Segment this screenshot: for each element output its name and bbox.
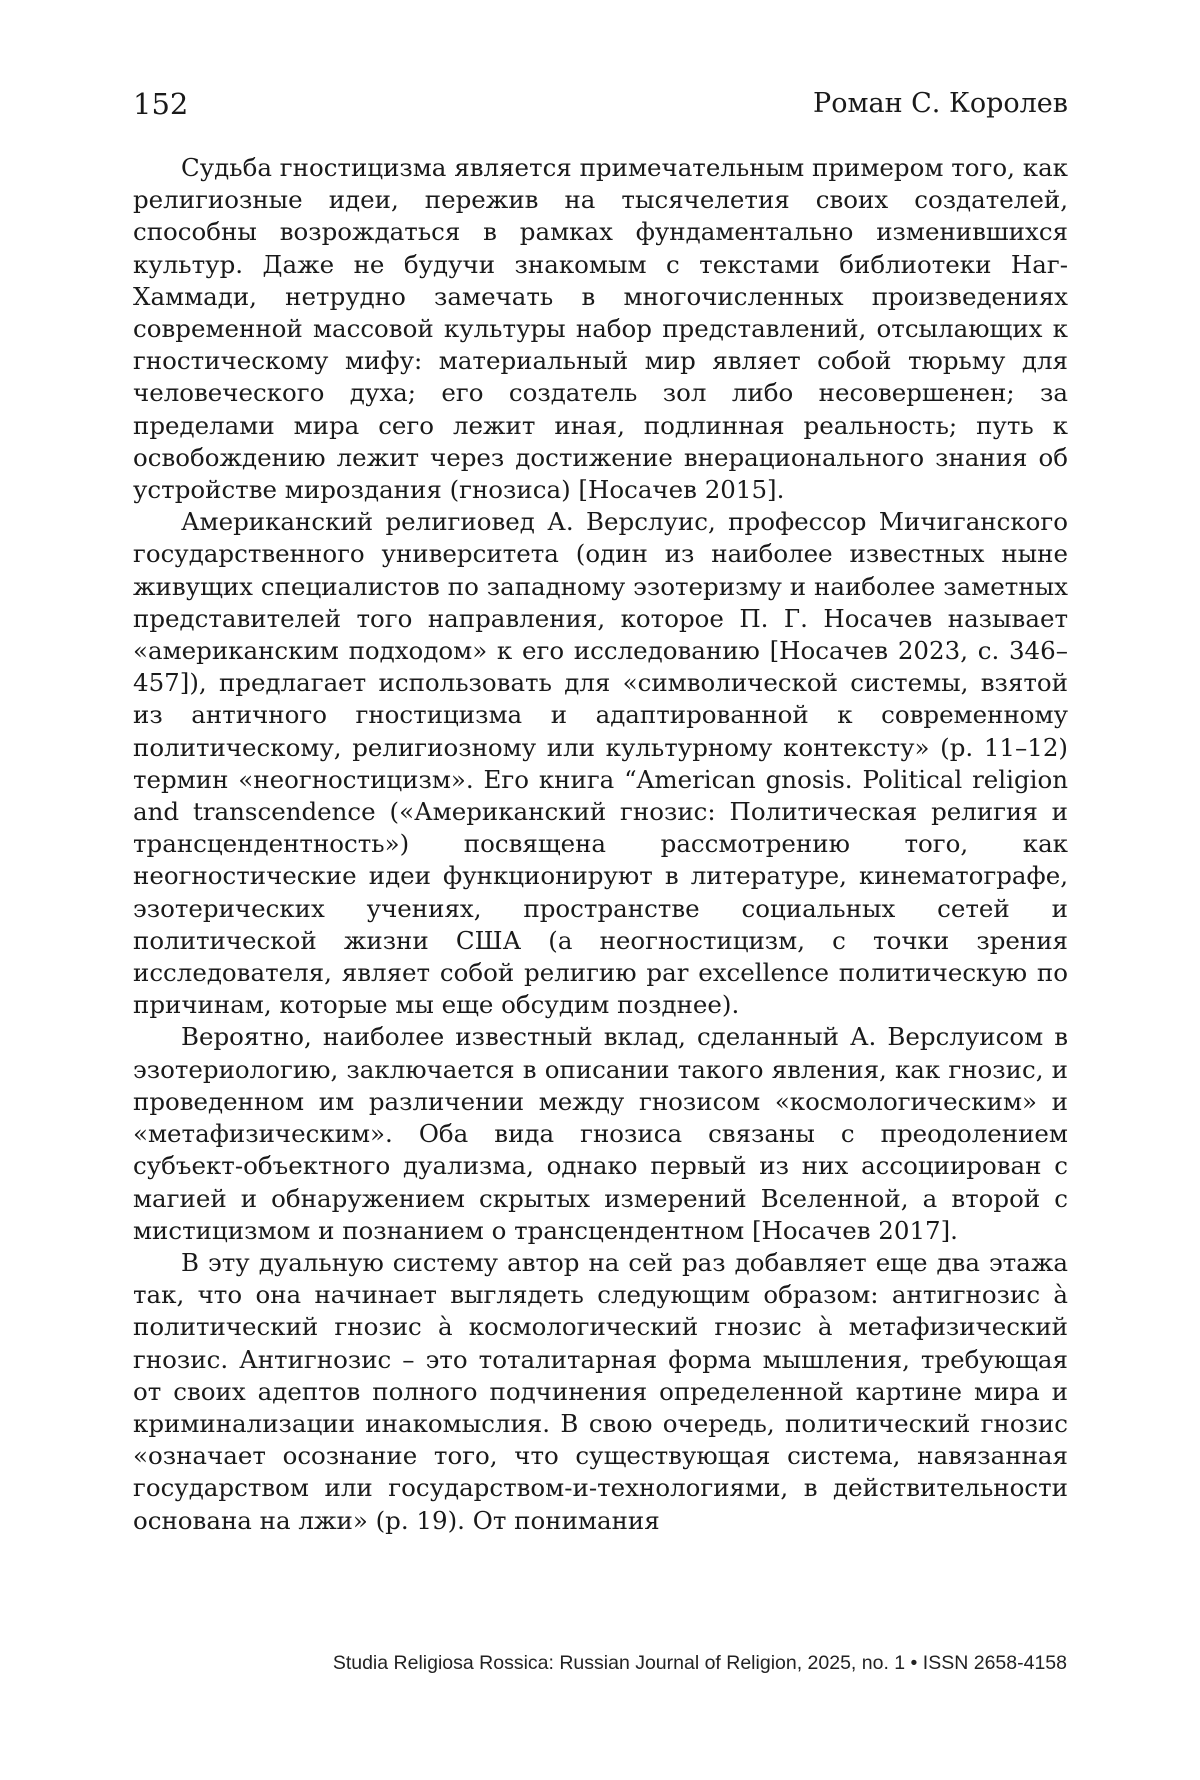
- paragraph: Судьба гностицизма является примечательным примером того, как религиозные идеи, пережив на тысячелетия своих создателей, способны возрождаться в рамках фундаментально изменившихся культур. Даже не будучи знакомым с текстами библиотеки Наг-Хаммади, нетрудно замечать в многочисленных произведениях современной массовой культуры набор представлений, отсылающих к гностическому мифу: материальный мир являет собой тюрьму для человеческого духа; его создатель зол либо несовершенен; за пределами мира сего лежит иная, подлинная реальность; путь к освобождению лежит через достижение внерационального знания об устройстве мироздания (гнозиса) [Носачев 2015].: [133, 153, 1068, 505]
- article-body: [133, 152, 1068, 1537]
- page-number: 152: [133, 87, 189, 121]
- running-head-author: Роман С. Королев: [813, 88, 1068, 119]
- paragraph: В эту дуальную систему автор на сей раз добавляет еще два этажа так, что она начинает выглядеть следующим образом: антигнозис à политический гнозис à космологический гнозис à метафизический гнозис. Антигнозис – это тоталитарная форма мышления, требующая от своих адептов полного подчинения определенной картине мира и криминализации инакомыслия. В свою очередь, политический гнозис «означает осознание того, что существующая система, навязанная государством или государством-и-технологиями, в действительности основана на лжи» (p. 19). От понимания: [133, 1247, 1068, 1535]
- paragraph: Американский религиовед А. Верслуис, профессор Мичиганского государственного университета (один из наиболее известных ныне живущих специалистов по западному эзотеризму и наиболее заметных представителей того направления, которое П. Г. Носачев называет «американским подходом» к его исследованию [Носачев 2023, с. 346–457]), предлагает использовать для «символической системы, взятой из античного гностицизма и адаптированной к современному политическому, религиозному или культурному контексту» (p. 11–12) термин «неогностицизм». Его книга “American gnosis. Political religion and transcendence («Американский гнозис: Политическая религия и трансцендентность») посвящена рассмотрению того, как неогностические идеи функционируют в литературе, кинематографе, эзотерических учениях, пространстве социальных сетей и политической жизни США (а неогностицизм, с точки зрения исследователя, являет собой религию par excellence политическую по причинам, которые мы еще обсудим позднее).: [133, 507, 1068, 1020]
- paragraph: Вероятно, наиболее известный вклад, сделанный А. Верслуисом в эзотериологию, заключается в описании такого явления, как гнозис, и проведенном им различении между гнозисом «космологическим» и «метафизическим». Оба вида гнозиса связаны с преодолением субъект-объектного дуализма, однако первый из них ассоциирован с магией и обнаружением скрытых измерений Вселенной, а второй с мистицизмом и познанием о трансцендентном [Носачев 2017].: [133, 1022, 1068, 1245]
- journal-footer: Studia Religiosa Rossica: Russian Journal of Religion, 2025, no. 1 • ISSN 2658-4158: [332, 1652, 1067, 1674]
